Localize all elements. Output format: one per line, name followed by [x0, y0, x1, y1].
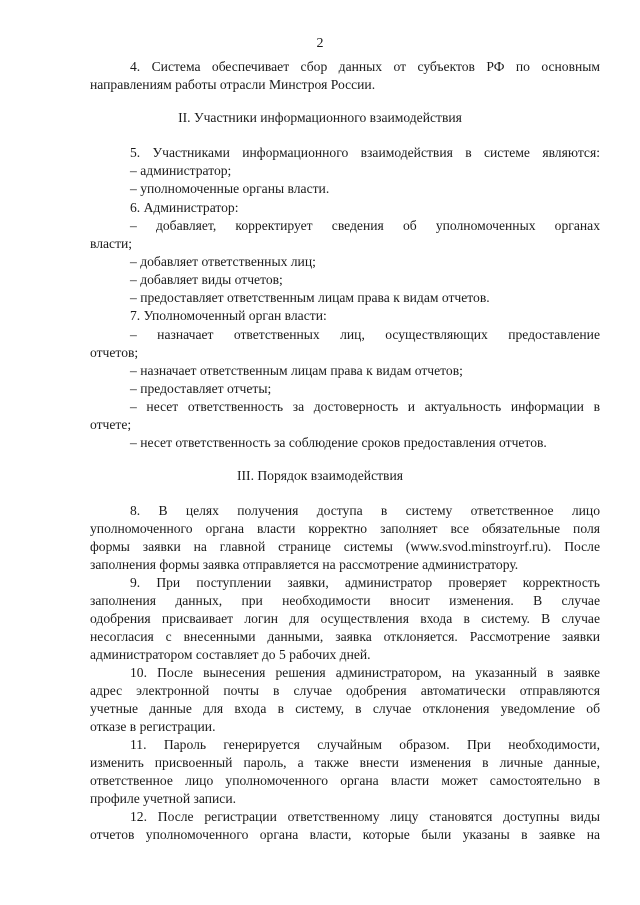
text-line: 11. Пароль генерируется случайным образом. При необходимости, [130, 737, 600, 752]
text-line: ответственное лицо уполномоченного органа власти может самостоятельно в [90, 773, 600, 788]
text-line: заполнения формы заявка отправляется на рассмотрение администратору. [90, 557, 519, 572]
text-line: администратором составляет до 5 рабочих дней. [90, 647, 371, 662]
text-line: уполномоченного органа власти корректно заполняет все обязательные поля [90, 521, 600, 536]
text-line: изменить присвоенный пароль, а также внести изменения в личные данные, [90, 755, 600, 770]
text-line: – предоставляет ответственным лицам права к видам отчетов. [130, 290, 490, 305]
text-line: несогласия с внесенными данными, заявка отклоняется. Рассмотрение заявки [90, 629, 600, 644]
text-line: отчетов; [90, 345, 139, 360]
text-line: заполнения данных, при необходимости вносит изменения. В случае [90, 593, 600, 608]
text-line: – несет ответственность за достоверность и актуальность информации в [130, 399, 600, 414]
text-line: 6. Администратор: [130, 200, 239, 215]
text-line: 9. При поступлении заявки, администратор проверяет корректность [130, 575, 600, 590]
text-line: 4. Система обеспечивает сбор данных от субъектов РФ по основным [130, 59, 600, 74]
text-line: направлениям работы отрасли Минстроя России. [90, 77, 376, 92]
text-line: – добавляет виды отчетов; [130, 272, 283, 287]
text-line: 7. Уполномоченный орган власти: [130, 308, 327, 323]
text-line: отказе в регистрации. [90, 719, 216, 734]
text-line: – администратор; [130, 163, 232, 178]
text-line: отчетов уполномоченного органа власти, которые были указаны в заявке на [90, 827, 600, 842]
page-number: 2 [316, 36, 324, 51]
text-line: – уполномоченные органы власти. [130, 181, 330, 196]
text-line: – добавляет ответственных лиц; [130, 254, 316, 269]
text-line: – назначает ответственных лиц, осуществляющих предоставление [130, 327, 600, 342]
text-line: – назначает ответственным лицам права к видам отчетов; [130, 363, 463, 378]
text-line: учетные данные для входа в систему, в случае отклонения уведомление об [90, 701, 600, 716]
text-line: 5. Участниками информационного взаимодействия в системе являются: [130, 145, 600, 160]
text-line: – несет ответственность за соблюдение сроков предоставления отчетов. [130, 435, 547, 450]
text-line: – добавляет, корректирует сведения об уполномоченных органах [130, 218, 600, 233]
section-heading: III. Порядок взаимодействия [236, 468, 403, 483]
text-line: 8. В целях получения доступа в систему ответственное лицо [130, 503, 600, 518]
text-line: формы заявки на главной странице системы (www.svod.minstroyrf.ru). После [90, 539, 600, 554]
text-line: одобрения присваивает логин для осуществления входа в систему. В случае [90, 611, 600, 626]
text-line: 12. После регистрации ответственному лицу становятся доступны виды [130, 809, 600, 824]
text-line: профиле учетной записи. [90, 791, 236, 806]
text-line: адрес электронной почты в случае одобрения автоматически отправляются [90, 683, 600, 698]
text-line: 10. После вынесения решения администратором, на указанный в заявке [130, 665, 600, 680]
text-line: власти; [90, 236, 133, 251]
section-heading: II. Участники информационного взаимодействия [178, 110, 462, 125]
text-line: – предоставляет отчеты; [130, 381, 272, 396]
text-line: отчете; [90, 417, 132, 432]
